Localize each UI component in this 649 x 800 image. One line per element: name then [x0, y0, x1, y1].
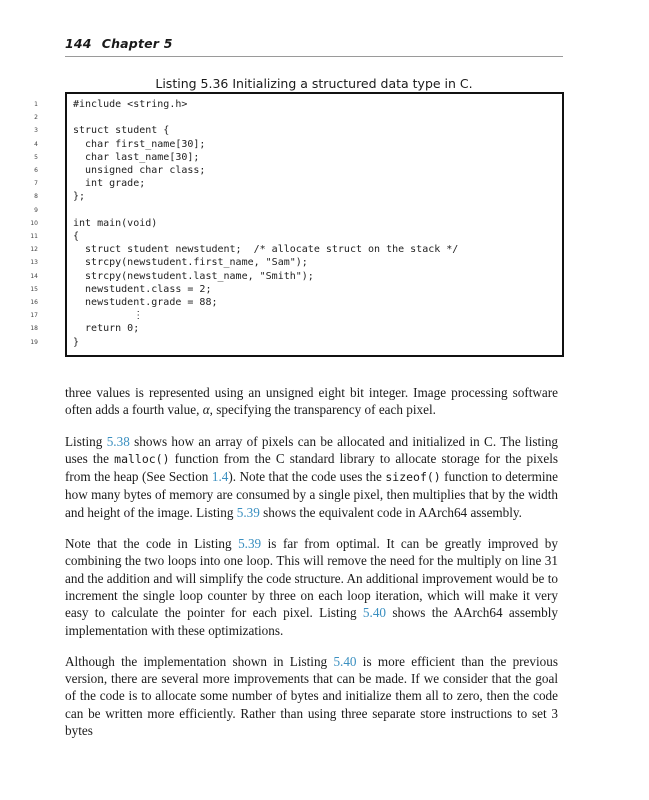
line-number: 12	[30, 246, 38, 254]
line-number: 13	[30, 259, 38, 267]
line-number: 5	[34, 153, 38, 161]
line-number: 16	[30, 299, 38, 306]
code-line	[67, 190, 562, 203]
code-line	[67, 111, 562, 124]
code-text: newstudent.grade = 88;	[73, 297, 218, 308]
code-line	[67, 296, 562, 309]
code-line	[67, 270, 562, 283]
line-number: 1	[34, 101, 38, 108]
line-number: 19	[30, 338, 38, 346]
alpha-symbol: α	[202, 402, 210, 418]
line-number: 9	[34, 206, 38, 214]
code-line	[67, 217, 562, 230]
line-number: 10	[30, 219, 38, 227]
code-text: unsigned char class;	[73, 165, 206, 176]
code-text: struct student {	[73, 125, 170, 137]
code-text: strcpy(newstudent.last_name, "Smith");	[73, 270, 314, 282]
line-number: 3	[34, 127, 38, 135]
code-line	[67, 322, 562, 335]
code-text: };	[73, 191, 86, 203]
listing-link[interactable]: 5.38	[106, 433, 130, 449]
code-text: struct student newstudent;	[73, 244, 242, 256]
line-number: 18	[30, 325, 38, 333]
page-number: 144	[65, 36, 92, 51]
line-number: 14	[30, 272, 38, 280]
line-number: 2	[34, 114, 38, 122]
inline-code: sizeof()	[385, 470, 441, 485]
code-line	[67, 336, 562, 349]
code-text: }	[73, 336, 80, 348]
code-line	[67, 309, 562, 322]
code-line	[67, 204, 562, 217]
code-text: int main(void)	[73, 217, 158, 229]
paragraph-2: Listing 5.38 shows how an array of pixels can be allocated and initialized in C. The listing uses the malloc() function from the C standard library to allocate storage for the pixels from the heap (See Section 1.4). Note that the code uses the sizeof() function to determine how many bytes of memory are consumed by a single pixel, then multiplies that by the width and height of the image. Listing 5.39 shows the equivalent code in AArch64 assembly.	[65, 433, 559, 520]
line-number: 7	[34, 180, 38, 188]
paragraph-3: Note that the code in Listing 5.39 is far from optimal. It can be greatly improved by combining the two loops into one loop. This will remove the need for the multiply on line 31 and the addition and will simplify the code structure. An additional improvement would be to increment the single loop counter by three on each loop iteration, which will make it very easy to calculate the pointer for each pixel. Listing 5.40 shows the AArch64 assembly implementation with these optimizations.	[65, 536, 558, 638]
code-text: ⋮	[73, 310, 144, 322]
section-link[interactable]: 1.4	[211, 469, 229, 485]
line-number: 6	[34, 167, 38, 174]
running-header	[65, 36, 173, 51]
code-text: char first_name[30];	[73, 138, 206, 150]
code-text: int grade;	[73, 178, 146, 190]
line-number: 4	[34, 140, 38, 148]
paragraph-1: three values is represented using an unsigned eight bit integer. Image processing software often adds a fourth value, α, specifying the transparency of each pixel.	[65, 385, 558, 418]
code-line	[67, 230, 562, 243]
listing-caption: Listing 5.36 Initializing a structured data type in C.	[155, 76, 473, 91]
code-line	[67, 164, 562, 177]
code-line	[67, 138, 562, 151]
line-number: 11	[30, 233, 38, 240]
line-number: 17	[30, 312, 38, 320]
code-text: #include <string.h>	[73, 99, 188, 110]
code-text: {	[73, 231, 80, 242]
code-line	[67, 256, 562, 269]
code-line	[67, 243, 562, 256]
line-number: 15	[30, 285, 38, 293]
code-text: char last_name[30];	[73, 151, 200, 163]
code-listing	[65, 92, 564, 357]
code-line	[67, 151, 562, 164]
header-rule	[65, 56, 563, 57]
code-text: strcpy(newstudent.first_name, "Sam");	[73, 257, 308, 269]
code-line	[67, 283, 562, 296]
code-line	[67, 98, 562, 111]
body-text	[65, 384, 558, 753]
listing-link[interactable]: 5.39	[238, 536, 262, 552]
chapter-title: Chapter 5	[101, 36, 173, 51]
inline-code: malloc()	[114, 451, 170, 466]
listing-link[interactable]: 5.39	[236, 504, 260, 520]
code-comment: /* allocate struct on the stack */	[241, 244, 459, 256]
code-line	[67, 124, 562, 137]
code-line	[67, 177, 562, 190]
line-number: 8	[34, 193, 38, 201]
listing-link[interactable]: 5.40	[362, 605, 386, 621]
listing-link[interactable]: 5.40	[333, 653, 357, 669]
code-text: newstudent.class = 2;	[73, 283, 212, 295]
paragraph-4: Although the implementation shown in Listing 5.40 is more efficient than the previous version, there are several more improvements that can be made. If we consider that the goal of the code is to allocate some number of bytes and initialize them all to zero, then the code can be written more efficiently. Rather than using three separate store instructions to set 3 bytes	[65, 653, 558, 739]
code-text: return 0;	[73, 323, 140, 335]
